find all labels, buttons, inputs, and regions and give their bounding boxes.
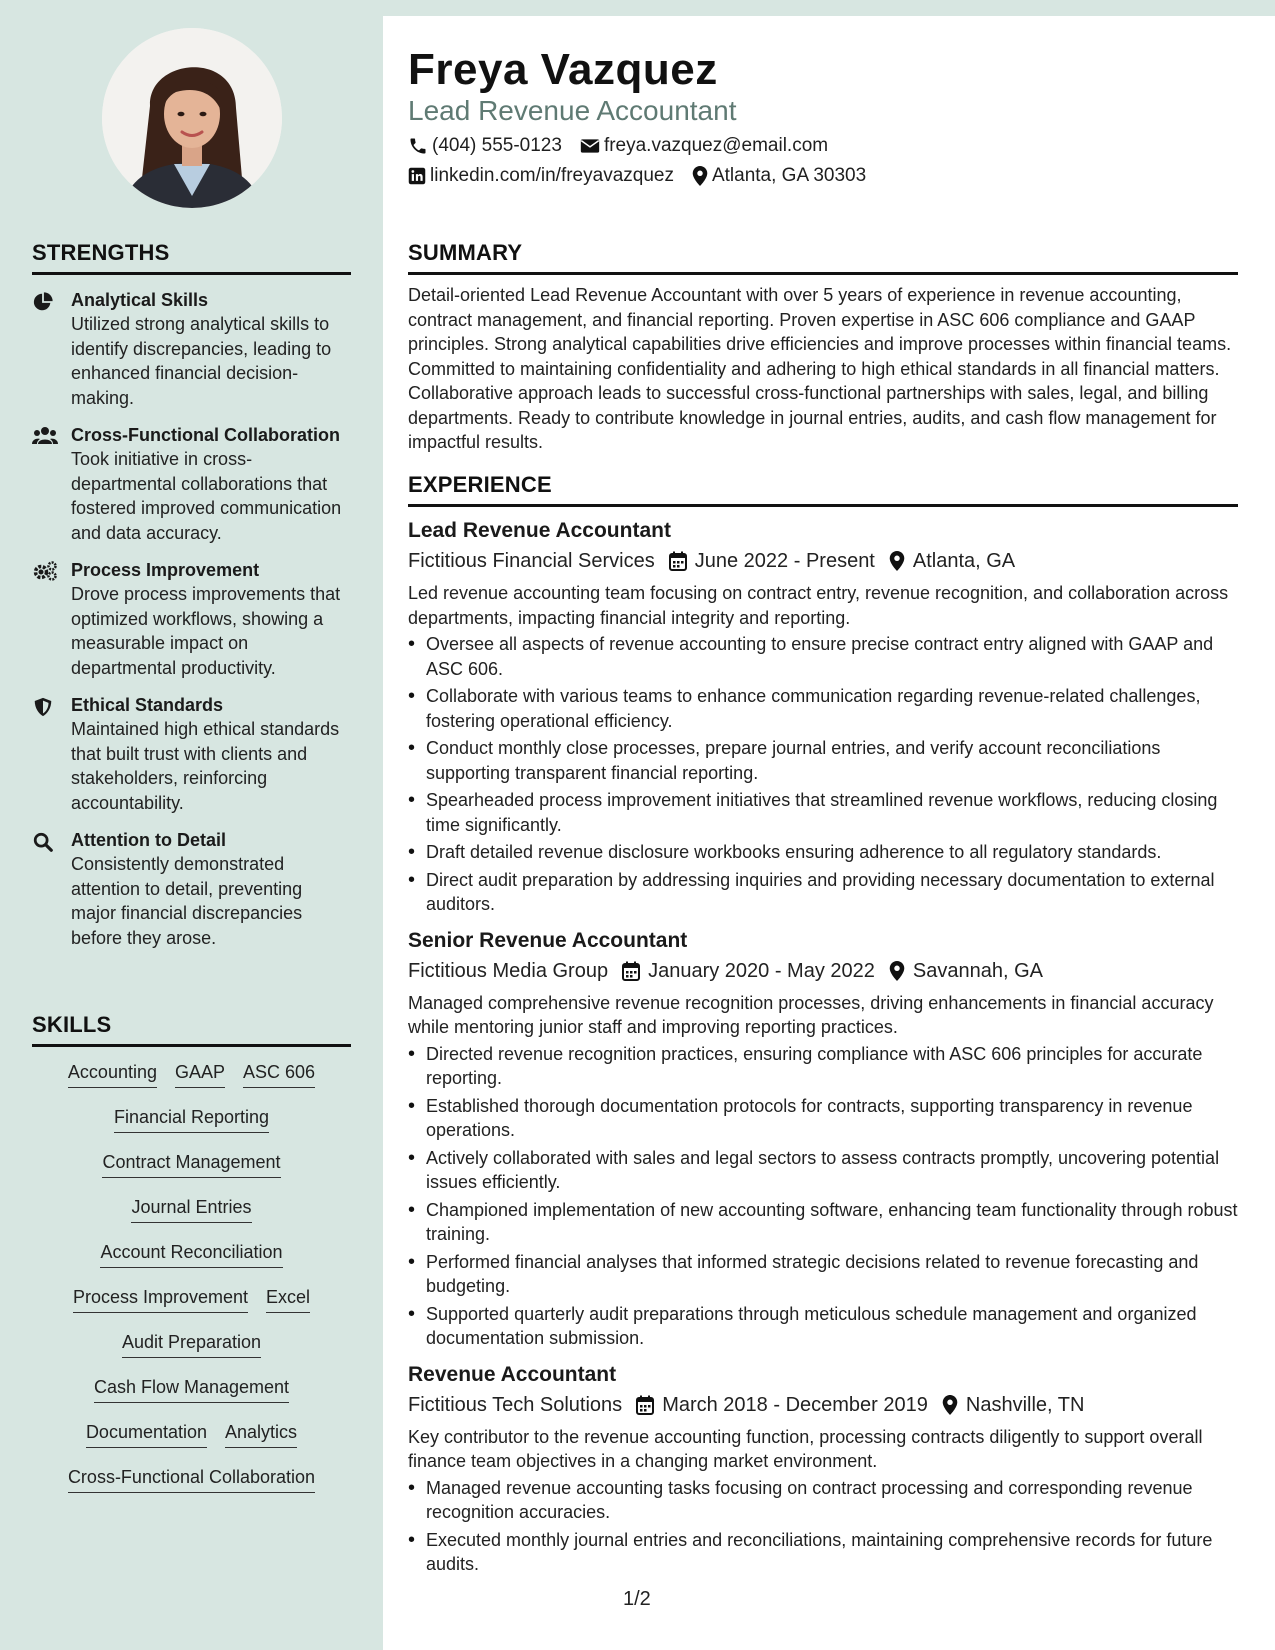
job-meta bbox=[408, 957, 1238, 985]
location-text: Savannah, GA bbox=[912, 959, 1043, 982]
strength-item bbox=[32, 559, 351, 680]
strength-title: Ethical Standards bbox=[71, 695, 224, 715]
job-meta bbox=[408, 1391, 1238, 1419]
map-pin-icon bbox=[692, 166, 708, 186]
envelope-icon bbox=[580, 137, 600, 155]
linkedin-text[interactable]: linkedin.com/in/freyavazquez bbox=[430, 165, 674, 186]
location-text: Nashville, TN bbox=[965, 1393, 1085, 1416]
phone-text[interactable]: (404) 555-0123 bbox=[432, 135, 562, 156]
job-title: Revenue Accountant bbox=[408, 1362, 617, 1386]
map-pin-icon bbox=[889, 551, 905, 571]
map-pin-icon bbox=[889, 961, 905, 981]
job-dates bbox=[636, 1391, 928, 1419]
skills-section bbox=[32, 1012, 351, 1511]
bullet-item: • Actively collaborated with sales and legal sectors to assess contracts promptly, uncovering potential issues efficiently. bbox=[408, 1146, 1238, 1195]
company-name: Fictitious Financial Services bbox=[408, 550, 655, 572]
gears-icon bbox=[32, 561, 56, 581]
bullet-item: • Directed revenue recognition practices, ensuring compliance with ASC 606 principles for accurate reporting. bbox=[408, 1042, 1238, 1091]
main-content bbox=[383, 16, 1275, 1650]
dates-text: January 2020 - May 2022 bbox=[648, 959, 875, 982]
search-icon bbox=[32, 831, 56, 851]
job-company bbox=[408, 957, 608, 985]
experience-section bbox=[408, 472, 1238, 1580]
email-text[interactable]: freya.vazquez@email.com bbox=[603, 135, 829, 156]
bullet-item: • Performed financial analyses that informed strategic decisions related to revenue forecasting and budgeting. bbox=[408, 1250, 1238, 1299]
experience-heading: EXPERIENCE bbox=[408, 472, 1238, 507]
strength-title: Process Improvement bbox=[71, 560, 260, 580]
bullet-item: • Oversee all aspects of revenue accounting to ensure precise contract entry aligned with GAAP and ASC 606. bbox=[408, 632, 1238, 681]
job-meta bbox=[408, 547, 1238, 575]
job-location bbox=[889, 547, 1015, 575]
skill-tag: ASC 606 bbox=[243, 1061, 315, 1088]
avatar-illustration bbox=[102, 28, 282, 208]
strength-title: Cross-Functional Collaboration bbox=[71, 425, 341, 445]
summary-heading: SUMMARY bbox=[408, 240, 1238, 275]
profile-photo bbox=[102, 28, 282, 208]
job-bullets bbox=[408, 1476, 1238, 1577]
skill-row bbox=[32, 1331, 351, 1376]
skill-tag: Contract Management bbox=[102, 1151, 280, 1178]
candidate-role: Lead Revenue Accountant bbox=[408, 95, 737, 126]
job-title: Senior Revenue Accountant bbox=[408, 928, 688, 952]
location-text: Atlanta, GA 30303 bbox=[711, 165, 867, 186]
job-entry bbox=[408, 927, 1238, 1351]
job-description: Led revenue accounting team focusing on contract entry, revenue recognition, and collaboration across departments, impacting financial integrity and reporting. bbox=[408, 583, 1229, 628]
skill-tag: Excel bbox=[266, 1286, 310, 1313]
bullet-item: • Established thorough documentation protocols for contracts, supporting transparency in revenue operations. bbox=[408, 1094, 1238, 1143]
company-name: Fictitious Tech Solutions bbox=[408, 1393, 623, 1416]
dates-text: June 2022 - Present bbox=[694, 550, 875, 572]
job-dates bbox=[622, 957, 875, 985]
job-bullets bbox=[408, 632, 1238, 917]
job-company bbox=[408, 1391, 622, 1419]
skill-tag: Documentation bbox=[86, 1421, 207, 1448]
location-text: Atlanta, GA bbox=[912, 550, 1016, 572]
job-dates bbox=[669, 547, 875, 575]
shield-icon bbox=[32, 696, 56, 716]
bullet-item: • Supported quarterly audit preparations through meticulous schedule management and organized documentation submission. bbox=[408, 1302, 1238, 1351]
bullet-item: • Spearheaded process improvement initiatives that streamlined revenue workflows, reducing closing time significantly. bbox=[408, 788, 1238, 837]
phone-contact bbox=[408, 134, 562, 158]
skill-row bbox=[32, 1196, 351, 1241]
strength-title: Analytical Skills bbox=[71, 290, 209, 310]
skill-row bbox=[32, 1061, 351, 1106]
dates-text: March 2018 - December 2019 bbox=[662, 1393, 928, 1416]
job-list bbox=[408, 517, 1238, 1577]
skill-tag: Audit Preparation bbox=[122, 1331, 261, 1358]
skill-tag: Cash Flow Management bbox=[94, 1376, 289, 1403]
pie-chart-icon bbox=[32, 291, 56, 311]
skill-row bbox=[32, 1106, 351, 1151]
bullet-item: • Conduct monthly close processes, prepare journal entries, and verify account reconciliations supporting transparent financial reporting. bbox=[408, 736, 1238, 785]
job-entry bbox=[408, 1361, 1238, 1577]
skill-row bbox=[32, 1286, 351, 1331]
bullet-item: • Executed monthly journal entries and reconciliations, maintaining comprehensive records for future audits. bbox=[408, 1528, 1238, 1577]
job-location bbox=[889, 957, 1043, 985]
strength-item bbox=[32, 424, 351, 545]
skill-row bbox=[32, 1466, 351, 1511]
strengths-heading: STRENGTHS bbox=[32, 240, 351, 275]
calendar-icon bbox=[622, 961, 640, 981]
job-description: Key contributor to the revenue accounting function, processing contracts diligently to support overall finance team objectives in a changing market environment. bbox=[408, 1426, 1203, 1471]
skills-list bbox=[32, 1061, 351, 1511]
skill-row bbox=[32, 1151, 351, 1196]
job-title: Lead Revenue Accountant bbox=[408, 519, 671, 542]
phone-icon bbox=[408, 136, 428, 156]
calendar-icon bbox=[636, 1395, 654, 1415]
contact-line-1 bbox=[408, 134, 846, 158]
skill-row bbox=[32, 1421, 351, 1466]
job-company bbox=[408, 547, 655, 575]
location-contact bbox=[692, 164, 866, 188]
strength-description: Utilized strong analytical skills to identify discrepancies, leading to enhanced financial decision-making. bbox=[71, 314, 332, 408]
job-entry bbox=[408, 517, 1238, 917]
skill-tag: Accounting bbox=[68, 1061, 157, 1088]
sidebar bbox=[0, 0, 383, 1650]
skill-tag: Financial Reporting bbox=[114, 1106, 269, 1133]
strengths-section bbox=[32, 240, 351, 950]
skill-row bbox=[32, 1241, 351, 1286]
strength-description: Drove process improvements that optimized workflows, showing a measurable impact on departmental productivity. bbox=[71, 584, 341, 678]
bullet-item: • Direct audit preparation by addressing inquiries and providing necessary documentation to external auditors. bbox=[408, 868, 1238, 917]
skill-row bbox=[32, 1376, 351, 1421]
map-pin-icon bbox=[942, 1395, 958, 1415]
strength-item bbox=[32, 829, 351, 950]
skill-tag: Journal Entries bbox=[131, 1196, 251, 1223]
strength-item bbox=[32, 694, 351, 815]
linkedin-contact bbox=[408, 164, 674, 188]
contact-line-2 bbox=[408, 164, 884, 188]
strength-title: Attention to Detail bbox=[71, 830, 226, 850]
bullet-item: • Managed revenue accounting tasks focusing on contract processing and corresponding revenue recognition accuracies. bbox=[408, 1476, 1238, 1525]
skill-tag: Account Reconciliation bbox=[100, 1241, 282, 1268]
linkedin-icon bbox=[408, 167, 426, 185]
job-description: Managed comprehensive revenue recognition processes, driving enhancements in financial accuracy while mentoring junior staff and improving reporting practices. bbox=[408, 992, 1214, 1037]
calendar-icon bbox=[669, 551, 687, 571]
job-location bbox=[942, 1391, 1085, 1419]
strength-description: Consistently demonstrated attention to detail, preventing major financial discrepancies before they arose. bbox=[71, 854, 303, 948]
skills-heading: SKILLS bbox=[32, 1012, 351, 1047]
summary-section bbox=[408, 240, 1238, 455]
bullet-item: • Draft detailed revenue disclosure workbooks ensuring adherence to all regulatory standards. bbox=[408, 840, 1238, 865]
email-contact bbox=[580, 134, 828, 158]
bullet-item: • Championed implementation of new accounting software, enhancing team functionality through robust training. bbox=[408, 1198, 1238, 1247]
candidate-name: Freya Vazquez bbox=[408, 45, 718, 94]
skill-tag: Cross-Functional Collaboration bbox=[68, 1466, 315, 1493]
skill-tag: Process Improvement bbox=[73, 1286, 248, 1313]
company-name: Fictitious Media Group bbox=[408, 959, 609, 982]
skill-tag: Analytics bbox=[225, 1421, 297, 1448]
strength-item bbox=[32, 289, 351, 410]
skill-tag: GAAP bbox=[175, 1061, 225, 1088]
job-bullets bbox=[408, 1042, 1238, 1351]
summary-text: Detail-oriented Lead Revenue Accountant with over 5 years of experience in revenue accounting, contract management, and financial reporting. Proven expertise in ASC 606 compliance and GAAP principles. Strong analytical capabilities drive efficiencies and improve processes within financial teams. Committed to maintaining confidentiality and adhering to high ethical standards in all financial matters. Collaborative approach leads to successful cross-functional partnerships with sales, legal, and billing departments. Ready to contribute knowledge in journal entries, audits, and cash flow management for impactful results. bbox=[408, 285, 1232, 452]
strength-description: Took initiative in cross-departmental collaborations that fostered improved communication and data accuracy. bbox=[71, 449, 342, 543]
users-icon bbox=[32, 426, 56, 446]
bullet-item: • Collaborate with various teams to enhance communication regarding revenue-related challenges, fostering operational efficiency. bbox=[408, 684, 1238, 733]
page-number: 1/2 bbox=[623, 1588, 651, 1610]
strength-description: Maintained high ethical standards that built trust with clients and stakeholders, reinforcing accountability. bbox=[71, 719, 340, 813]
